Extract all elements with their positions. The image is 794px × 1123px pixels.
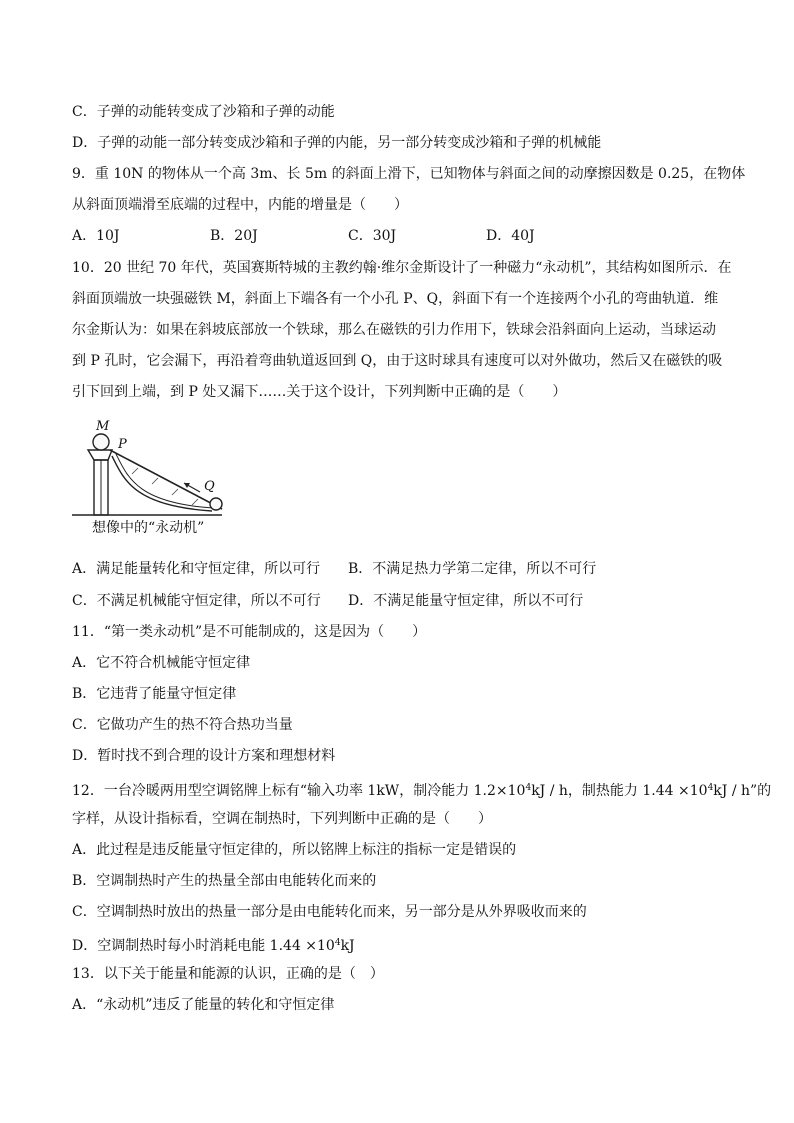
label-q: Q [204,479,215,494]
q10-stem-line5: 引下回到上端，到 P 处又漏下……关于这个设计，下列判断中正确的是（ ） [72,384,567,400]
q12-stem-part: kJ / h”的 [713,783,772,799]
iron-ball [210,498,222,510]
q11-option-c: C．它做功产生的热不符合热功当量 [72,717,293,733]
q9-stem-line2: 从斜面顶端滑至底端的过程中，内能的增量是（ ） [72,197,408,213]
magnet-stand [88,450,112,460]
ramp-hatch [132,468,138,474]
ramp-hatch [152,478,158,484]
q13-stem: 13．以下关于能量和能源的认识，正确的是（ ） [72,966,384,982]
q12-stem-part: 12．一台冷暖两用型空调铭牌上标有“输入功率 1kW，制冷能力 1.2×10 [72,783,526,799]
q9-stem-line1: 9．重 10N 的物体从一个高 3m、长 5m 的斜面上滑下，已知物体与斜面之间的动摩擦因数是 0.25，在物体 [72,166,746,182]
curved-track-inner [116,454,213,508]
q12-option-b: B．空调制热时产生的热量全部由电能转化而来的 [72,873,377,889]
q12-option-c: C．空调制热时放出的热量一部分是由电能转化而来，另一部分是从外界吸收而来的 [72,904,587,920]
q12-option-d [72,933,355,956]
perpetual-motion-figure [72,420,242,550]
ramp-hatch [192,499,198,505]
q8-option-c: C．子弹的动能转变成了沙箱和子弹的动能 [72,104,335,120]
q9-option-a: A．10J [72,228,120,244]
curved-track [112,456,212,511]
q10-option-a: A．满足能量转化和守恒定律，所以可行 [72,561,321,577]
q9-option-d: D．40J [486,228,535,244]
q10-stem-line2: 斜面顶端放一块强磁铁 M，斜面上下端各有一个小孔 P、Q，斜面下有一个连接两个小孔的弯曲轨道．维 [72,291,719,307]
q10-option-d: D．不满足能量守恒定律，所以不可行 [348,593,584,609]
magnet-ball [93,434,109,450]
q11-option-b: B．它违背了能量守恒定律 [72,686,237,702]
label-p: P [118,437,127,452]
q11-option-a: A．它不符合机械能守恒定律 [72,655,251,671]
q9-option-c: C．30J [348,228,397,244]
q12-exponent: 4 [525,783,532,793]
q12-exponent: 4 [334,938,341,948]
q9-option-b: B．20J [210,228,258,244]
q12-stem-line1 [72,778,771,801]
ramp-hatch [172,489,178,495]
q12-stem-line2: 字样，从设计指标看，空调在制热时，下列判断中正确的是（ ） [72,811,492,827]
q11-option-d: D．暂时找不到合理的设计方案和理想材料 [72,748,336,764]
q10-stem-line4: 到 P 孔时，它会漏下，再沿着弯曲轨道返回到 Q，由于这时球具有速度可以对外做功，然后又在磁铁的吸 [72,353,723,369]
q12-option-a: A．此过程是违反能量守恒定律的，所以铭牌上标注的指标一定是错误的 [72,842,517,858]
q12-option-d-part: D．空调制热时每小时消耗电能 1.44 ×10 [72,938,335,954]
q10-option-c: C．不满足机械能守恒定律，所以不可行 [72,593,321,609]
q8-option-d: D．子弹的动能一部分转变成沙箱和子弹的内能，另一部分转变成沙箱和子弹的机械能 [72,135,602,151]
q12-option-d-part: kJ [340,938,355,954]
label-m: M [96,420,110,434]
q10-stem-line3: 尔金斯认为：如果在斜坡底部放一个铁球，那么在磁铁的引力作用下，铁球会沿斜面向上运动，当球运动 [72,322,716,338]
q11-stem: 11．“第一类永动机”是不可能制成的，这是因为（ ） [72,624,427,640]
q12-exponent: 4 [707,783,714,793]
q10-option-b: B．不满足热力学第二定律，所以不可行 [348,561,597,577]
q10-stem-line1: 10．20 世纪 70 年代，英国赛斯特城的主教约翰·维尔金斯设计了一种磁力“永动机”，其结构如图所示．在 [72,260,732,276]
perpetual-motion-diagram [72,420,242,520]
q13-option-a: A．“永动机”违反了能量的转化和守恒定律 [72,997,335,1013]
q12-stem-part: kJ / h，制热能力 1.44 ×10 [531,783,708,799]
figure-caption: 想像中的“永动机” [92,520,205,536]
